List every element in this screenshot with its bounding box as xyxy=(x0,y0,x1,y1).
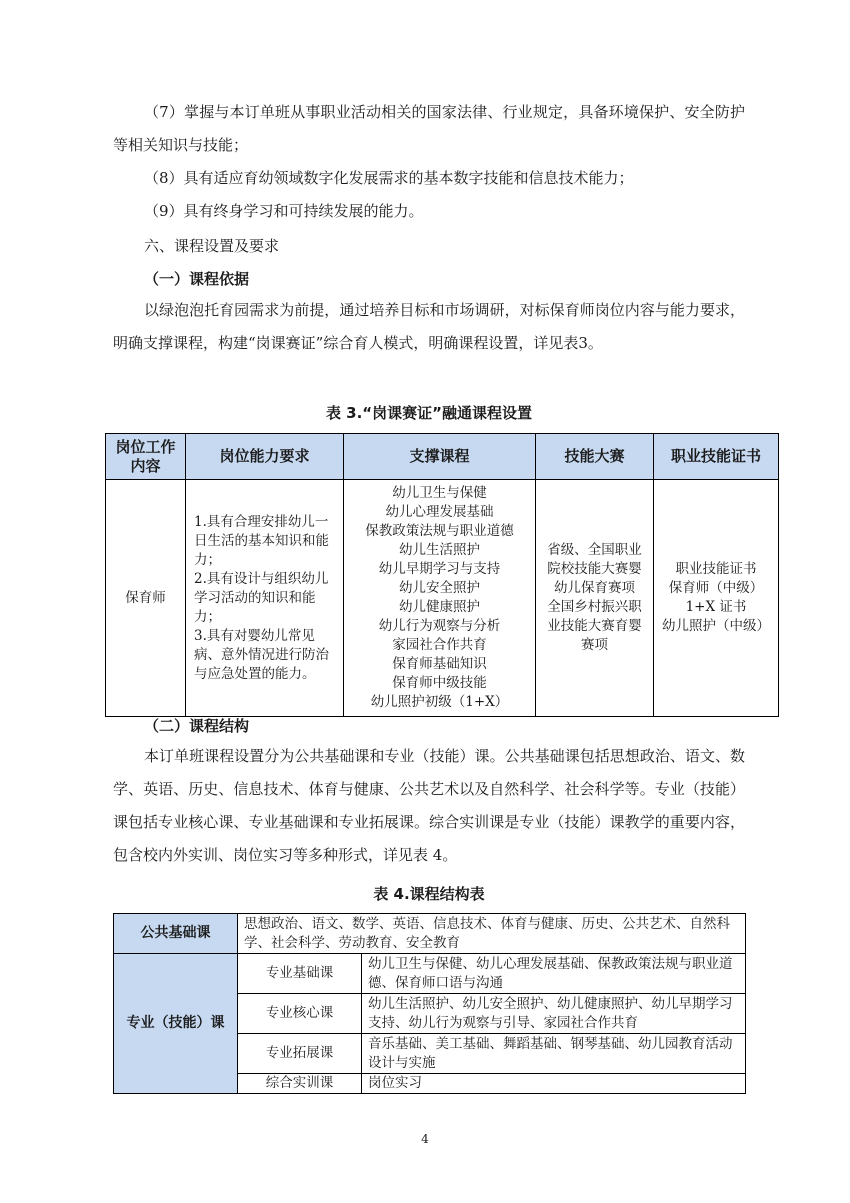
course-item: 保教政策法规与职业道德 xyxy=(365,523,514,539)
course-item: 保育师中级技能 xyxy=(392,675,487,691)
table3-header-job: 岗位工作内容 xyxy=(106,434,186,480)
ability-item: 3.具有对婴幼儿常见病、意外情况进行防治与应急处置的能力。 xyxy=(194,627,329,682)
sub1-paragraph: 以绿泡泡托育园需求为前提，通过培养目标和市场调研，对标保育师岗位内容与能力要求，明确支撑课程，构建“岗课赛证”综合育人模式，明确课程设置，详见表3。 xyxy=(113,301,745,352)
sub2-title: （二）课程结构 xyxy=(144,717,250,735)
course-item: 幼儿卫生与保健 xyxy=(392,485,487,501)
job-cell: 保育师 xyxy=(106,480,186,717)
course-item: 幼儿生活照护 xyxy=(399,542,480,558)
ability-item: 1.具有合理安排幼儿一日生活的基本知识和能力； xyxy=(194,513,329,568)
table4 xyxy=(113,913,746,1094)
table3-header-abilities: 岗位能力要求 xyxy=(186,434,344,480)
sub2-paragraph: 本订单班课程设置分为公共基础课和专业（技能）课。公共基础课包括思想政治、语文、数学、英语、历史、信息技术、体育与健康、公共艺术以及自然科学、社会科学等。专业（技能）课包括专业核心课、专业基础课和专业拓展课。综合实训课是专业（技能）课教学的重要内容，包含校内外实训、岗位实习等多种形式，详见表 4。 xyxy=(113,747,745,864)
table-row xyxy=(114,914,746,954)
course-item: 幼儿安全照护 xyxy=(399,580,480,596)
table3 xyxy=(105,433,779,717)
sub1-title: （一）课程依据 xyxy=(144,270,250,288)
competitions-cell xyxy=(536,480,654,717)
certificates-cell xyxy=(654,480,779,717)
course-item: 保育师基础知识 xyxy=(392,656,487,672)
competition-item: 省级、全国职业院校技能大赛婴幼儿保育赛项 xyxy=(547,542,642,596)
section6-title: 六、课程设置及要求 xyxy=(144,237,280,255)
abilities-cell xyxy=(186,480,344,717)
major-course-list: 岗位实习 xyxy=(362,1074,746,1094)
major-course-type: 专业拓展课 xyxy=(238,1034,362,1074)
certificate-item: 职业技能证书 xyxy=(675,561,757,577)
course-item: 幼儿照护初级（1+X） xyxy=(370,694,509,710)
major-course-list: 幼儿生活照护、幼儿安全照护、幼儿健康照护、幼儿早期学习支持、幼儿行为观察与引导、家园社合作共育 xyxy=(362,994,746,1034)
certificate-item: 1+X 证书 xyxy=(685,599,747,615)
table3-header-courses: 支撑课程 xyxy=(344,434,536,480)
table3-caption: 表 3.“岗课赛证”融通课程设置 xyxy=(325,404,533,422)
table3-header-row xyxy=(106,434,779,480)
public-course-label: 公共基础课 xyxy=(114,914,238,954)
table-row xyxy=(114,954,746,994)
public-course-list: 思想政治、语文、数学、英语、信息技术、体育与健康、历史、公共艺术、自然科学、社会科学、劳动教育、安全教育 xyxy=(238,914,746,954)
table3-header-competitions: 技能大赛 xyxy=(536,434,654,480)
course-item: 幼儿健康照护 xyxy=(399,599,480,615)
major-course-type: 综合实训课 xyxy=(238,1074,362,1094)
course-item: 幼儿行为观察与分析 xyxy=(378,618,501,634)
table-row xyxy=(106,480,779,717)
major-course-label: 专业（技能）课 xyxy=(114,954,238,1094)
intro-item-8: （8）具有适应育幼领域数字化发展需求的基本数字技能和信息技术能力； xyxy=(144,169,634,187)
major-course-type: 专业核心课 xyxy=(238,994,362,1034)
ability-item: 2.具有设计与组织幼儿学习活动的知识和能力； xyxy=(194,570,329,625)
intro-item-7: （7）掌握与本订单班从事职业活动相关的国家法律、行业规定，具备环境保护、安全防护等相关知识与技能； xyxy=(113,103,745,154)
major-course-type: 专业基础课 xyxy=(238,954,362,994)
courses-cell xyxy=(344,480,536,717)
table4-caption: 表 4.课程结构表 xyxy=(373,885,485,903)
page-number: 4 xyxy=(421,1132,429,1146)
course-item: 幼儿心理发展基础 xyxy=(385,504,494,520)
certificate-item: 幼儿照护（中级） xyxy=(662,618,770,634)
course-item: 幼儿早期学习与支持 xyxy=(378,561,501,577)
major-course-list: 幼儿卫生与保健、幼儿心理发展基础、保教政策法规与职业道德、保育师口语与沟通 xyxy=(362,954,746,994)
table3-header-certificates: 职业技能证书 xyxy=(654,434,779,480)
intro-item-9: （9）具有终身学习和可持续发展的能力。 xyxy=(144,202,424,220)
certificate-item: 保育师（中级） xyxy=(668,580,764,596)
major-course-list: 音乐基础、美工基础、舞蹈基础、钢琴基础、幼儿园教育活动设计与实施 xyxy=(362,1034,746,1074)
competition-item: 全国乡村振兴职业技能大赛育婴赛项 xyxy=(547,599,642,653)
course-item: 家园社合作共育 xyxy=(392,637,487,653)
